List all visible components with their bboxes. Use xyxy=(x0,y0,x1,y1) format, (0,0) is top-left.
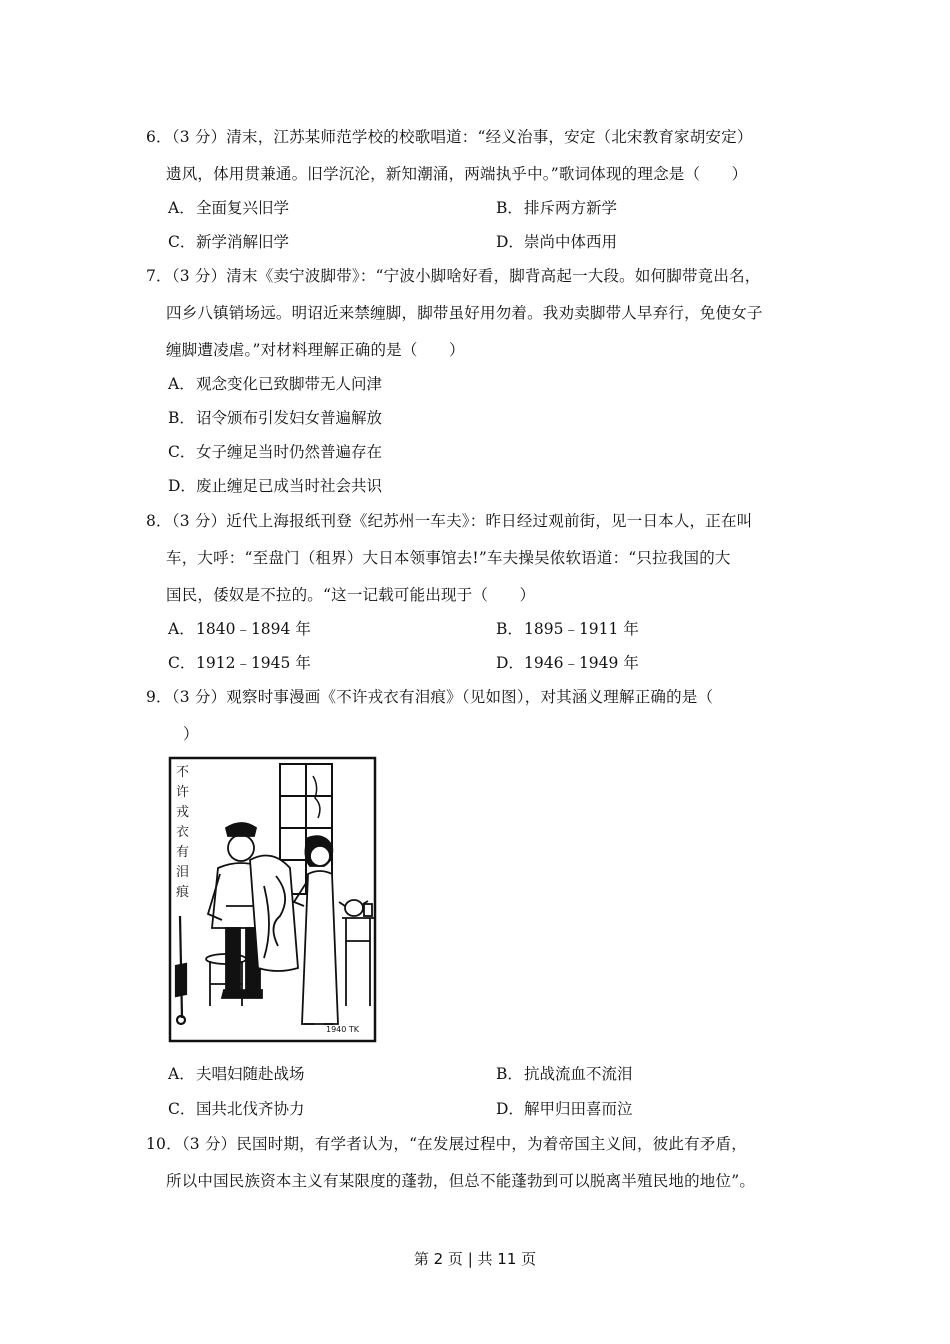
option-label: D． xyxy=(168,477,196,495)
cartoon-figure xyxy=(168,756,378,1044)
option-label: A． xyxy=(168,199,195,217)
option-text: 排斥两方新学 xyxy=(524,199,618,217)
caption-char: 痕 xyxy=(176,885,190,900)
q6-option-b[interactable] xyxy=(496,198,617,218)
option-label: A． xyxy=(168,375,195,393)
q9-option-b[interactable] xyxy=(496,1064,633,1084)
option-label: A． xyxy=(168,620,195,638)
option-text: 1895﹣1911 年 xyxy=(524,620,639,638)
q8-stem-line1: 8．（3 分）近代上海报纸刊登《纪苏州一车夫》：昨日经过观前街，见一日本人，正在叫 xyxy=(146,512,753,530)
option-text: 新学消解旧学 xyxy=(196,233,290,251)
q8-stem-line2: 车，大呼：“至盘门（租界）大日本领事馆去!”车夫操吴侬软语道：“只拉我国的大 xyxy=(166,549,731,567)
q7-option-a[interactable] xyxy=(168,374,382,394)
option-label: B． xyxy=(496,620,523,638)
caption-char: 泪 xyxy=(176,865,190,880)
option-label: C． xyxy=(168,654,196,672)
q7-option-d[interactable] xyxy=(168,476,382,496)
caption-char: 有 xyxy=(176,845,190,860)
cartoon-drawing xyxy=(168,756,378,1044)
option-text: 1946﹣1949 年 xyxy=(524,654,639,672)
q9-stem-line2: ） xyxy=(183,725,199,743)
cartoon-caption xyxy=(176,765,189,900)
option-label: B． xyxy=(168,409,195,427)
q7-stem-line1: 7．（3 分）清末《卖宁波脚带》：“宁波小脚啥好看，脚背高起一大段。如何脚带竟出名， xyxy=(146,267,761,285)
q10-stem-line1: 10．（3 分）民国时期，有学者认为，“在发展过程中，为着帝国主义间，彼此有矛盾， xyxy=(146,1135,747,1153)
q8-option-b[interactable] xyxy=(496,619,639,639)
q9-stem-line1: 9．（3 分）观察时事漫画《不许戎衣有泪痕》（见如图），对其涵义理解正确的是（ xyxy=(146,688,714,706)
caption-char: 戎 xyxy=(176,805,190,820)
option-text: 全面复兴旧学 xyxy=(196,199,290,217)
q8-stem-line3: 国民，倭奴是不拉的。“这一记载可能出现于（ ） xyxy=(166,586,536,604)
option-label: D． xyxy=(496,654,524,672)
option-text: 女子缠足当时仍然普遍存在 xyxy=(196,443,383,461)
q9-option-d[interactable] xyxy=(496,1099,633,1119)
option-label: A． xyxy=(168,1065,195,1083)
option-label: C． xyxy=(168,443,196,461)
caption-char: 衣 xyxy=(176,825,190,840)
q10-stem-line2: 所以中国民族资本主义有某限度的蓬勃，但总不能蓬勃到可以脱离半殖民地的地位”。 xyxy=(166,1172,756,1190)
q6-stem-line1: 6．（3 分）清末，江苏某师范学校的校歌唱道：“经义治事，安定（北宋教育家胡安定） xyxy=(146,128,753,146)
option-text: 解甲归田喜而泣 xyxy=(524,1100,633,1118)
q6-option-c[interactable] xyxy=(168,232,289,252)
option-label: B． xyxy=(496,199,523,217)
option-label: B． xyxy=(496,1065,523,1083)
q6-stem-line2: 遗风，体用贯兼通。旧学沉沦，新知潮涌，两端执乎中。”歌词体现的理念是（ ） xyxy=(166,165,748,183)
option-text: 夫唱妇随赴战场 xyxy=(196,1065,305,1083)
q7-stem-line2: 四乡八镇销场远。明诏近来禁缠脚，脚带虽好用勿着。我劝卖脚带人早弃行，免使女子 xyxy=(166,304,763,322)
q7-stem-line3: 缠脚遭凌虐。”对材料理解正确的是（ ） xyxy=(166,341,465,359)
caption-char: 不 xyxy=(176,765,190,780)
option-text: 崇尚中体西用 xyxy=(524,233,618,251)
q9-option-c[interactable] xyxy=(168,1099,305,1119)
q7-option-c[interactable] xyxy=(168,442,382,462)
q6-option-a[interactable] xyxy=(168,198,289,218)
q6-option-d[interactable] xyxy=(496,232,617,252)
q8-option-d[interactable] xyxy=(496,653,639,673)
page-footer: 第 2 页 | 共 11 页 xyxy=(413,1250,537,1268)
option-label: C． xyxy=(168,233,196,251)
coat xyxy=(250,856,298,972)
option-text: 国共北伐齐协力 xyxy=(196,1100,305,1118)
option-text: 1840﹣1894 年 xyxy=(196,620,311,638)
q9-option-a[interactable] xyxy=(168,1064,305,1084)
option-text: 观念变化已致脚带无人问津 xyxy=(196,375,383,393)
option-text: 1912﹣1945 年 xyxy=(196,654,311,672)
option-text: 诏令颁布引发妇女普遍解放 xyxy=(196,409,383,427)
q7-option-b[interactable] xyxy=(168,408,382,428)
option-text: 抗战流血不流泪 xyxy=(524,1065,633,1083)
q8-option-c[interactable] xyxy=(168,653,311,673)
option-label: C． xyxy=(168,1100,196,1118)
option-text: 废止缠足已成当时社会共识 xyxy=(196,477,383,495)
cartoon-signature: 1940 TK xyxy=(326,1025,360,1034)
caption-char: 许 xyxy=(176,785,190,800)
q8-option-a[interactable] xyxy=(168,619,311,639)
option-label: D． xyxy=(496,233,524,251)
option-label: D． xyxy=(496,1100,524,1118)
